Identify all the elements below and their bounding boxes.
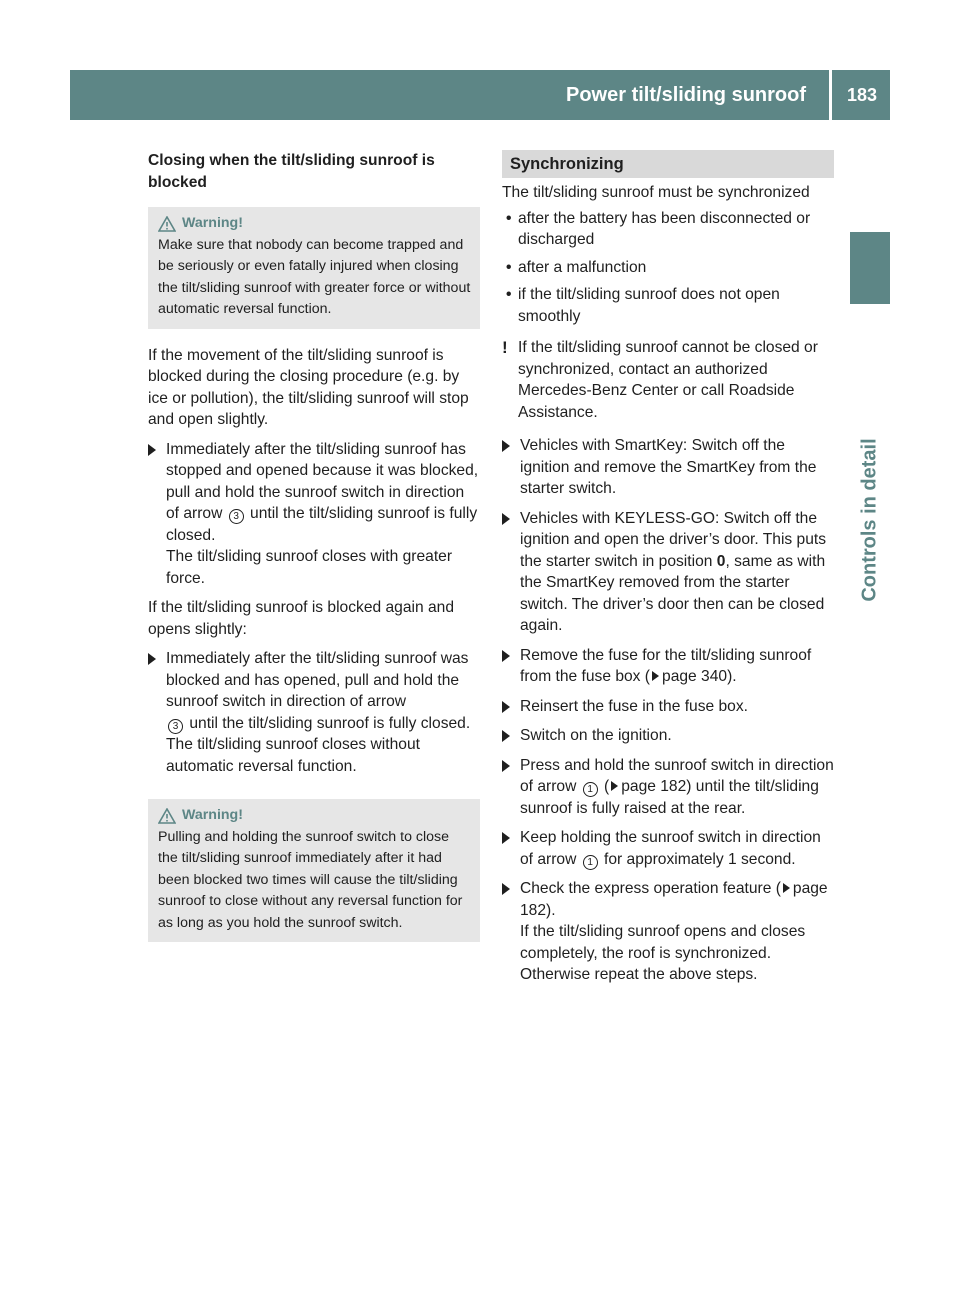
instruction-step: Remove the fuse for the tilt/sliding sunroof from the fuse box ( page 340). <box>502 645 834 688</box>
instruction-step: Switch on the ignition. <box>502 725 834 747</box>
bullet-icon: • <box>506 286 512 303</box>
position-label: 0 <box>716 552 726 570</box>
paragraph: If the tilt/sliding sunroof is blocked again and opens slightly: <box>148 599 454 638</box>
step-arrow-icon <box>502 883 510 895</box>
warning-triangle-icon <box>158 216 176 232</box>
step-result: If the tilt/sliding sunroof opens and closes completely, the roof is synchronized. Otherwise repeat the above steps. <box>520 923 806 983</box>
bullet-icon: • <box>506 209 512 227</box>
step-arrow-icon <box>148 653 156 665</box>
side-tab-marker <box>850 232 890 304</box>
step-result: The tilt/sliding sunroof closes with greater force. <box>166 548 453 587</box>
instruction-step: Press and hold the sunroof switch in direction of arrow 1 ( page 182) until the tilt/sliding sunroof is fully raised at the rear. <box>502 755 834 820</box>
note: ! If the tilt/sliding sunroof cannot be closed or synchronized, contact an authorized Mercedes-Benz Center or call Roadside Assistance. <box>502 338 818 421</box>
page-reference-icon <box>652 671 659 681</box>
instruction-step: Immediately after the tilt/sliding sunroof has stopped and opened because it was blocked, pull and hold the sunroof switch in direction of arrow 3 until the tilt/sliding sunroof is fully closed. The tilt/sliding sunroof closes with greater force. <box>148 439 480 590</box>
step-arrow-icon <box>502 513 510 525</box>
step-arrow-icon <box>148 444 156 456</box>
warning-text: Make sure that nobody can become trapped and be seriously or even fatally injured when closing the tilt/sliding sunroof with greater force or without automatic reversal function. <box>158 236 471 317</box>
section-heading: Closing when the tilt/sliding sunroof is blocked <box>148 152 435 191</box>
step-arrow-icon <box>502 440 510 452</box>
side-section-label <box>852 438 888 602</box>
step-arrow-icon <box>502 730 510 742</box>
instruction-step: Vehicles with SmartKey: Switch off the ignition and remove the SmartKey from the starter switch. <box>502 435 834 500</box>
header-title: Power tilt/sliding sunroof <box>566 84 806 106</box>
warning-box <box>148 207 480 329</box>
page-reference-icon <box>783 883 790 893</box>
step-result: The tilt/sliding sunroof closes without automatic reversal function. <box>166 736 420 775</box>
paragraph: If the movement of the tilt/sliding sunroof is blocked during the closing procedure (e.g. by ice or pollution), the tilt/sliding sunroof will stop and open slightly. <box>148 346 469 428</box>
arrow-number-icon: 3 <box>229 509 244 524</box>
page-header <box>70 70 890 120</box>
arrow-number-icon: 1 <box>583 855 598 870</box>
instruction-step: Vehicles with KEYLESS-GO: Switch off the ignition and open the driver’s door. This puts the starter switch in position 0, same as with the SmartKey removed from the starter switch. The driver’s door then can be closed again. <box>502 508 834 637</box>
arrow-number-icon: 1 <box>583 782 598 797</box>
step-arrow-icon <box>502 701 510 713</box>
step-arrow-icon <box>502 650 510 662</box>
warning-title: Warning! <box>158 805 472 827</box>
step-arrow-icon <box>502 832 510 844</box>
instruction-step: Check the express operation feature ( page 182). If the tilt/sliding sunroof opens and closes completely, the roof is synchronized. Otherwise repeat the above steps. <box>502 878 834 986</box>
right-column <box>502 150 834 994</box>
header-divider <box>829 70 832 120</box>
exclamation-icon: ! <box>502 338 508 357</box>
step-arrow-icon <box>502 760 510 772</box>
page-reference: page 182 <box>621 778 687 795</box>
warning-box <box>148 799 480 942</box>
instruction-step: Keep holding the sunroof switch in direction of arrow 1 for approximately 1 second. <box>502 827 834 870</box>
warning-text: Pulling and holding the sunroof switch to close the tilt/sliding sunroof immediately after it had been blocked two times will cause the tilt/sliding sunroof to close without any reversal function for as long as you hold the sunroof switch. <box>158 828 463 931</box>
page-reference: page 340 <box>662 668 728 685</box>
warning-title: Warning! <box>158 213 472 235</box>
section-subtitle: Synchronizing <box>502 150 834 178</box>
list-item: • after the battery has been disconnected or discharged <box>506 209 811 248</box>
side-label-text: Controls in detail <box>858 438 881 602</box>
instruction-step: Reinsert the fuse in the fuse box. <box>502 696 834 718</box>
list-item: • after a malfunction <box>502 257 834 279</box>
list-item: • if the tilt/sliding sunroof does not open smoothly <box>506 286 780 325</box>
left-column <box>148 150 480 958</box>
page-reference: page 182 <box>520 880 828 919</box>
page-reference-icon <box>611 781 618 791</box>
arrow-number-icon: 3 <box>168 719 183 734</box>
instruction-step: Immediately after the tilt/sliding sunroof was blocked and has opened, pull and hold the sunroof switch in direction of arrow 3 until the tilt/sliding sunroof is fully closed. The tilt/sliding sunroof closes without automatic reversal function. <box>148 648 480 777</box>
intro-text: The tilt/sliding sunroof must be synchronized <box>502 184 810 201</box>
bullet-icon: • <box>506 258 512 276</box>
warning-triangle-icon <box>158 808 176 824</box>
page-number: 183 <box>846 85 878 105</box>
